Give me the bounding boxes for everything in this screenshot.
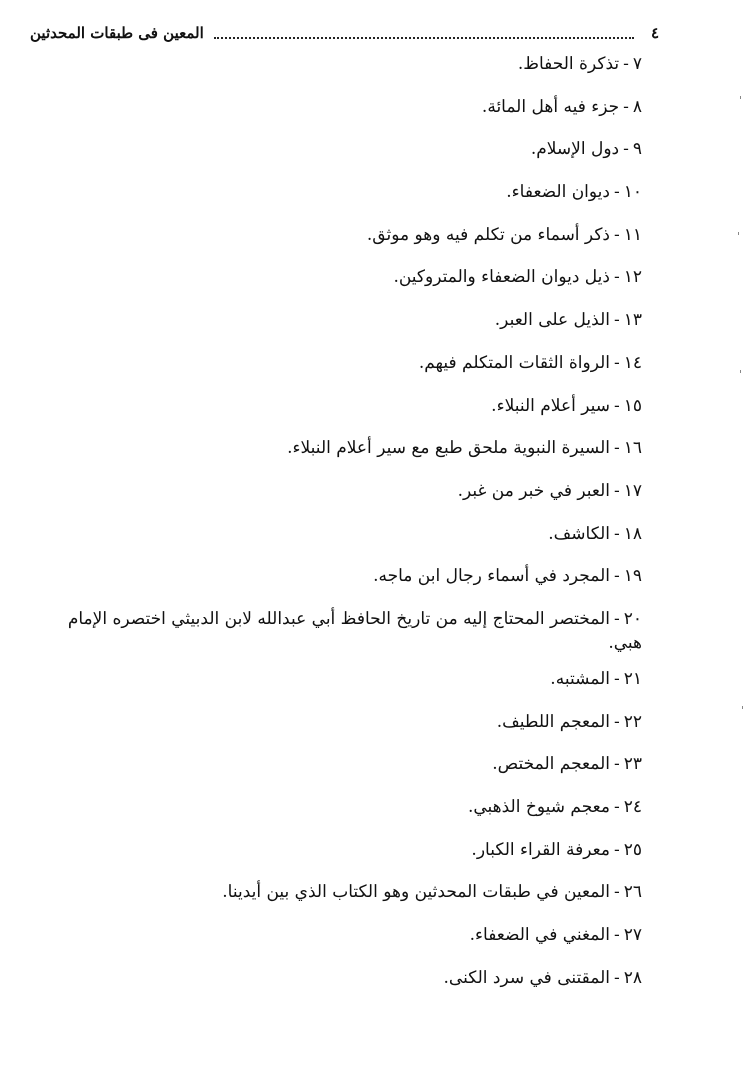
item-text: سير أعلام النبلاء. — [491, 395, 610, 416]
list-item: ٧-تذكرة الحفاظ. — [517, 54, 642, 74]
list-item: ٢١-المشتبه. — [550, 668, 642, 689]
item-number: ٧ — [632, 54, 642, 74]
list-item: ١٢-ذيل ديوان الضعفاء والمتروكين. — [393, 267, 642, 288]
scan-speck — [740, 96, 741, 99]
item-text: المعين في طبقات المحدثين وهو الكتاب الذي بين أيدينا. — [222, 882, 610, 903]
item-number: ٢٤ — [623, 797, 642, 817]
item-number: ١٩ — [623, 566, 642, 587]
item-text: ذيل ديوان الضعفاء والمتروكين. — [393, 267, 610, 288]
item-number: ٢٥ — [623, 839, 642, 860]
item-text: المقتنى في سرد الكنى. — [443, 967, 610, 988]
running-title: المعين فى طبقات المحدثين — [30, 24, 204, 42]
list-item: ٢٨-المقتنى في سرد الكنى. — [443, 967, 642, 988]
item-text: جزء فيه أهل المائة. — [481, 96, 620, 117]
item-text: الرواة الثقات المتكلم فيهم. — [418, 352, 610, 373]
item-number: ١٦ — [623, 438, 642, 459]
item-number: ١٠ — [623, 182, 642, 203]
list-item: ١٣-الذيل على العبر. — [494, 310, 642, 331]
list-item: ١١-ذكر أسماء من تكلم فيه وهو موثق. — [366, 224, 642, 245]
item-text: المعجم اللطيف. — [496, 711, 610, 732]
list-item: ١٨-الكاشف. — [548, 523, 642, 544]
item-number: ١٥ — [623, 395, 642, 416]
list-item: ٩-دول الإسلام. — [530, 139, 642, 160]
item-number: ٢٨ — [623, 967, 642, 988]
works-list — [20, 52, 642, 1008]
item-number: ١٣ — [623, 310, 642, 331]
item-number: ٢٦ — [623, 882, 642, 903]
list-item: ١٠-ديوان الضعفاء. — [506, 182, 642, 203]
item-text: معجم شيوخ الذهبي. — [467, 797, 610, 817]
scan-speck — [742, 706, 743, 709]
item-number: ٢٧ — [623, 925, 642, 946]
scan-speck — [738, 232, 739, 235]
item-number: ١٨ — [623, 523, 642, 544]
item-number: ١٤ — [623, 352, 642, 373]
item-text: العبر في خبر من غبر. — [457, 480, 610, 501]
list-item: ٢٥-معرفة القراء الكبار. — [471, 839, 642, 860]
item-text: تذكرة الحفاظ. — [517, 54, 620, 74]
list-item: ٢٧-المغني في الضعفاء. — [469, 925, 642, 946]
list-item: ١٧-العبر في خبر من غبر. — [457, 480, 642, 501]
scan-speck — [740, 370, 741, 373]
item-text: المعجم المختص. — [492, 754, 610, 775]
list-item: ١٥-سير أعلام النبلاء. — [491, 395, 642, 416]
list-item: ٢٤-معجم شيوخ الذهبي. — [467, 797, 642, 817]
list-item: ٢٢-المعجم اللطيف. — [496, 711, 642, 732]
item-number: ١٢ — [623, 267, 642, 288]
item-number: ٨ — [632, 96, 642, 117]
item-number: ١٧ — [623, 480, 642, 501]
item-text: الذيل على العبر. — [494, 310, 610, 331]
list-item: ٨-جزء فيه أهل المائة. — [481, 96, 642, 117]
list-item: ١٦-السيرة النبوية ملحق طبع مع سير أعلام النبلاء. — [287, 438, 642, 459]
item-text: المختصر المحتاج إليه من تاريخ الحافظ أبي عبدالله لابن الدبيثي اختصره الإمام — [67, 608, 610, 629]
list-item: ١٤-الرواة الثقات المتكلم فيهم. — [418, 352, 642, 373]
item-number: ٢١ — [623, 668, 642, 689]
item-number: ١١ — [623, 224, 642, 245]
item-text: معرفة القراء الكبار. — [471, 839, 610, 860]
list-item: ٢٠-المختصر المحتاج إليه من تاريخ الحافظ أبي عبدالله لابن الدبيثي اختصره الإمام هبي. — [20, 607, 642, 655]
item-number: ٩ — [632, 139, 642, 160]
item-text: المجرد في أسماء رجال ابن ماجه. — [373, 566, 610, 587]
list-item: ٢٦-المعين في طبقات المحدثين وهو الكتاب الذي بين أيدينا. — [222, 882, 642, 903]
page-number: ٤ — [650, 24, 660, 42]
item-number: ٢٣ — [623, 754, 642, 775]
header-dot-leader — [214, 37, 634, 39]
item-text: المغني في الضعفاء. — [469, 925, 610, 946]
item-text: الكاشف. — [548, 523, 610, 544]
item-text: المشتبه. — [550, 668, 610, 689]
item-text: دول الإسلام. — [530, 139, 620, 160]
item-continuation: هبي. — [608, 632, 642, 653]
item-text: السيرة النبوية ملحق طبع مع سير أعلام النبلاء. — [287, 438, 610, 459]
item-text: ديوان الضعفاء. — [506, 182, 610, 203]
list-item: ١٩-المجرد في أسماء رجال ابن ماجه. — [373, 566, 642, 587]
item-text: ذكر أسماء من تكلم فيه وهو موثق. — [366, 224, 610, 245]
page-header — [30, 20, 666, 46]
item-number: ٢٢ — [623, 711, 642, 732]
list-item: ٢٣-المعجم المختص. — [492, 754, 642, 775]
item-number: ٢٠ — [623, 608, 642, 629]
